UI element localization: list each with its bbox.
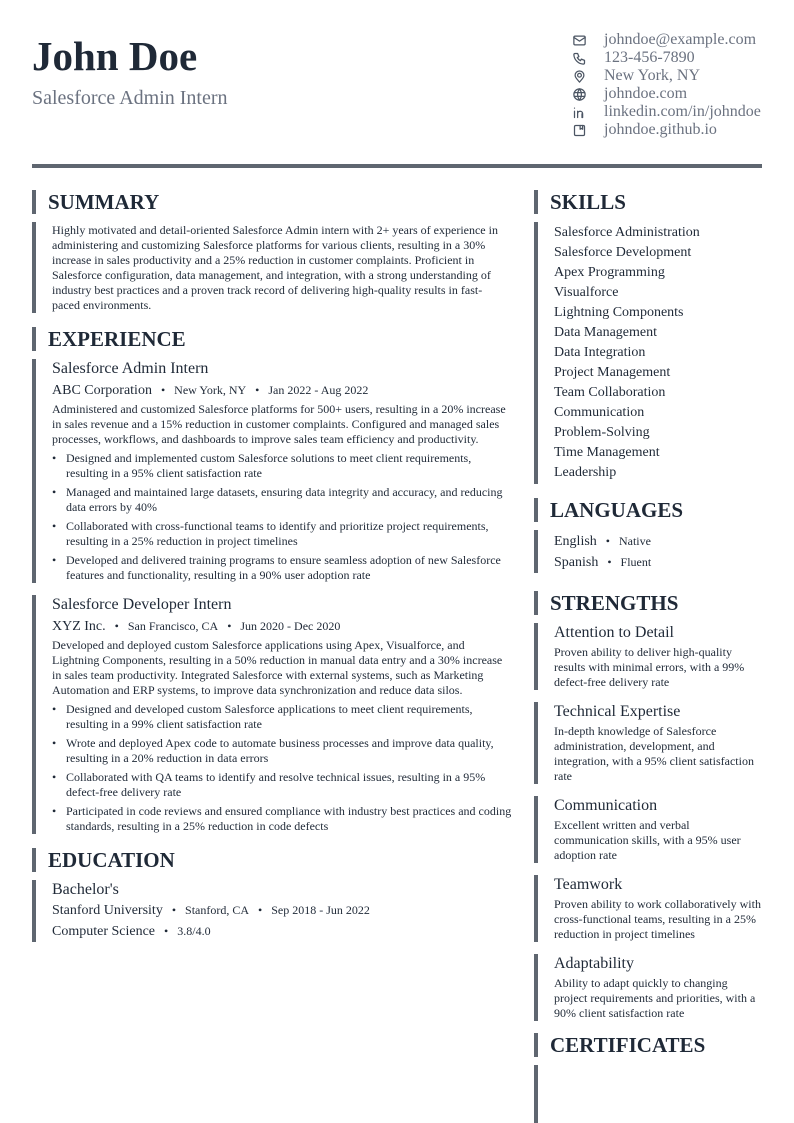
strength-description: Ability to adapt quickly to changing project requirements and priorities, with a 90% client satisfaction rate	[554, 976, 756, 1020]
separator-dot: •	[227, 619, 232, 633]
skill-item: Salesforce Administration	[554, 225, 700, 240]
right-column	[534, 190, 762, 1123]
education-block	[32, 880, 512, 942]
strength-title: Adaptability	[554, 955, 634, 972]
skill-item: Project Management	[554, 365, 671, 380]
job-location: San Francisco, CA	[127, 619, 219, 633]
skill-item: Data Integration	[554, 345, 646, 360]
experience-heading: EXPERIENCE	[32, 327, 512, 351]
job-bullet: • Wrote and deployed Apex code to automate business processes and improve data quality, resulting in a 20% reduction in data errors	[52, 736, 512, 766]
summary-text: Highly motivated and detail-oriented Salesforce Admin intern with 2+ years of experience in administering and customizing Salesforce platforms for various clients, resulting in a 30% increase in sales productivity and a 25% reduction in customer complaints. Proficient in Salesforce configuration, data management, and integration, with a strong understanding of industry best practices and a proven track record of delivering high-quality results in fast-paced environments.	[52, 223, 498, 312]
separator-dot: •	[160, 383, 166, 397]
header-divider	[32, 164, 762, 168]
job-dates: Jan 2022 - Aug 2022	[268, 383, 369, 397]
job-description: Administered and customized Salesforce platforms for 500+ users, resulting in a 20% increase in sales revenue and a 15% reduction in customer complaints. Configured and managed sales processes, workflows, and dashboards to improve sales team efficiency and productivity.	[52, 402, 506, 446]
education-school: Stanford University	[52, 903, 163, 918]
summary-block	[32, 222, 512, 313]
contact-phone-text: 123-456-7890	[604, 49, 695, 66]
contact-email-text: johndoe@example.com	[604, 31, 757, 48]
job-dates: Jun 2020 - Dec 2020	[240, 619, 341, 633]
job-meta	[52, 379, 512, 402]
language-item	[554, 552, 762, 573]
strength-description: Excellent written and verbal communication skills, with a 95% user adoption rate	[554, 818, 741, 862]
job-meta	[52, 615, 512, 638]
skill-item: Apex Programming	[554, 265, 665, 280]
strength-item	[534, 954, 762, 1021]
skill-item: Lightning Components	[554, 305, 684, 320]
phone-icon	[572, 51, 604, 66]
strength-item	[534, 623, 762, 690]
separator-dot: •	[607, 555, 612, 569]
contact-github-text: johndoe.github.io	[604, 121, 717, 138]
separator-dot: •	[258, 903, 263, 917]
contact-location	[572, 67, 772, 85]
separator-dot: •	[605, 534, 610, 548]
languages-heading: LANGUAGES	[534, 498, 762, 522]
languages-section	[534, 498, 762, 573]
job-title: Salesforce Developer Intern	[52, 596, 232, 613]
job-bullet: • Designed and developed custom Salesforce applications to meet client requirements, resulting in a 99% client satisfaction rate	[52, 702, 512, 732]
job-company: XYZ Inc.	[52, 619, 106, 634]
job-bullet: • Designed and implemented custom Salesforce solutions to meet client requirements, resulting in a 95% client satisfaction rate	[52, 451, 512, 481]
skill-item: Data Management	[554, 325, 658, 340]
strength-description: Proven ability to work collaboratively with cross-functional teams, resulting in a 25% reduction in project timelines	[554, 897, 761, 941]
education-dates: Sep 2018 - Jun 2022	[271, 903, 370, 917]
mail-icon	[572, 33, 604, 48]
contact-linkedin[interactable]	[572, 103, 772, 121]
certificates-heading: CERTIFICATES	[534, 1033, 762, 1057]
summary-heading: SUMMARY	[32, 190, 512, 214]
job-bullets	[52, 451, 512, 583]
separator-dot: •	[164, 924, 169, 938]
language-level: Native	[618, 534, 651, 548]
skill-item: Visualforce	[554, 285, 619, 300]
language-name: Spanish	[554, 555, 599, 570]
skills-section	[534, 190, 762, 484]
skill-item: Salesforce Development	[554, 245, 692, 260]
skill-item: Time Management	[554, 445, 660, 460]
contact-github[interactable]	[572, 121, 772, 139]
job-bullet: • Collaborated with cross-functional teams to identify and prioritize project requirements, resulting in a 25% reduction in project timelines	[52, 519, 512, 549]
job-bullet: • Participated in code reviews and ensured compliance with industry best practices and coding standards, resulting in a 25% reduction in code defects	[52, 804, 512, 834]
job-bullets	[52, 702, 512, 834]
contact-email[interactable]	[572, 31, 772, 49]
strength-title: Technical Expertise	[554, 703, 681, 720]
summary-section	[32, 190, 512, 313]
globe-icon	[572, 87, 604, 102]
job-bullet: • Managed and maintained large datasets, ensuring data integrity and accuracy, and reducing data errors by 40%	[52, 485, 512, 515]
location-pin-icon	[572, 69, 604, 84]
strengths-section	[534, 591, 762, 1021]
job-title: Salesforce Admin Intern	[52, 360, 209, 377]
contact-location-text: New York, NY	[604, 67, 701, 84]
contact-website[interactable]	[572, 85, 772, 103]
strength-description: Proven ability to deliver high-quality results with minimal errors, with a 99% defect-free delivery rate	[554, 645, 745, 689]
certificates-block	[534, 1065, 762, 1123]
strength-title: Teamwork	[554, 876, 623, 893]
education-field-line	[52, 921, 512, 942]
language-item	[554, 531, 762, 552]
certificates-section	[534, 1033, 762, 1123]
job-bullet: • Collaborated with QA teams to identify and resolve technical issues, resulting in a 95% defect-free delivery rate	[52, 770, 512, 800]
language-name: English	[554, 534, 597, 549]
job-bullet: • Developed and delivered training programs to ensure seamless adoption of new Salesforce features and functionality, resulting in a 90% user adoption rate	[52, 553, 512, 583]
education-location: Stanford, CA	[185, 903, 250, 917]
job-location: New York, NY	[174, 383, 247, 397]
job-company: ABC Corporation	[52, 383, 152, 398]
skill-item: Leadership	[554, 465, 617, 480]
resume-header	[32, 30, 762, 150]
separator-dot: •	[255, 383, 260, 397]
contact-phone[interactable]	[572, 49, 772, 67]
strength-item	[534, 796, 762, 863]
education-meta	[52, 900, 512, 921]
skill-item: Communication	[554, 405, 645, 420]
strength-title: Attention to Detail	[554, 624, 674, 641]
language-level: Fluent	[620, 555, 652, 569]
contact-list	[572, 31, 772, 139]
education-section	[32, 848, 512, 942]
candidate-name: John Doe	[32, 33, 198, 79]
strength-item	[534, 702, 762, 784]
candidate-title: Salesforce Admin Intern	[32, 87, 228, 109]
contact-website-text: johndoe.com	[604, 85, 688, 102]
strengths-heading: STRENGTHS	[534, 591, 762, 615]
job-description: Developed and deployed custom Salesforce applications using Apex, Visualforce, and Lightning Components, resulting in a 50% reduction in manual data entry and a 30% increase in sales team productivity. Integrated Salesforce with external systems, such as Marketing Automation and ERP systems, to improve data synchronization and reduce data silos.	[52, 638, 503, 697]
separator-dot: •	[171, 903, 177, 917]
skill-item: Problem-Solving	[554, 425, 650, 440]
skill-item: Team Collaboration	[554, 385, 666, 400]
github-icon	[572, 123, 604, 138]
separator-dot: •	[114, 619, 119, 633]
skills-heading: SKILLS	[534, 190, 762, 214]
education-heading: EDUCATION	[32, 848, 512, 872]
languages-block	[534, 530, 762, 573]
strength-title: Communication	[554, 797, 658, 814]
education-field: Computer Science	[52, 924, 156, 939]
strength-item	[534, 875, 762, 942]
job-entry	[32, 359, 512, 583]
contact-linkedin-text: linkedin.com/in/johndoe	[604, 103, 761, 120]
skills-block	[534, 222, 762, 484]
education-degree: Bachelor's	[52, 881, 119, 898]
education-gpa: 3.8/4.0	[177, 924, 211, 938]
strength-description: In-depth knowledge of Salesforce administration, development, and integration, with a 95% client satisfaction rate	[554, 724, 754, 783]
linkedin-icon	[572, 105, 604, 120]
experience-section	[32, 327, 512, 834]
job-entry	[32, 595, 512, 834]
left-column	[32, 190, 512, 942]
